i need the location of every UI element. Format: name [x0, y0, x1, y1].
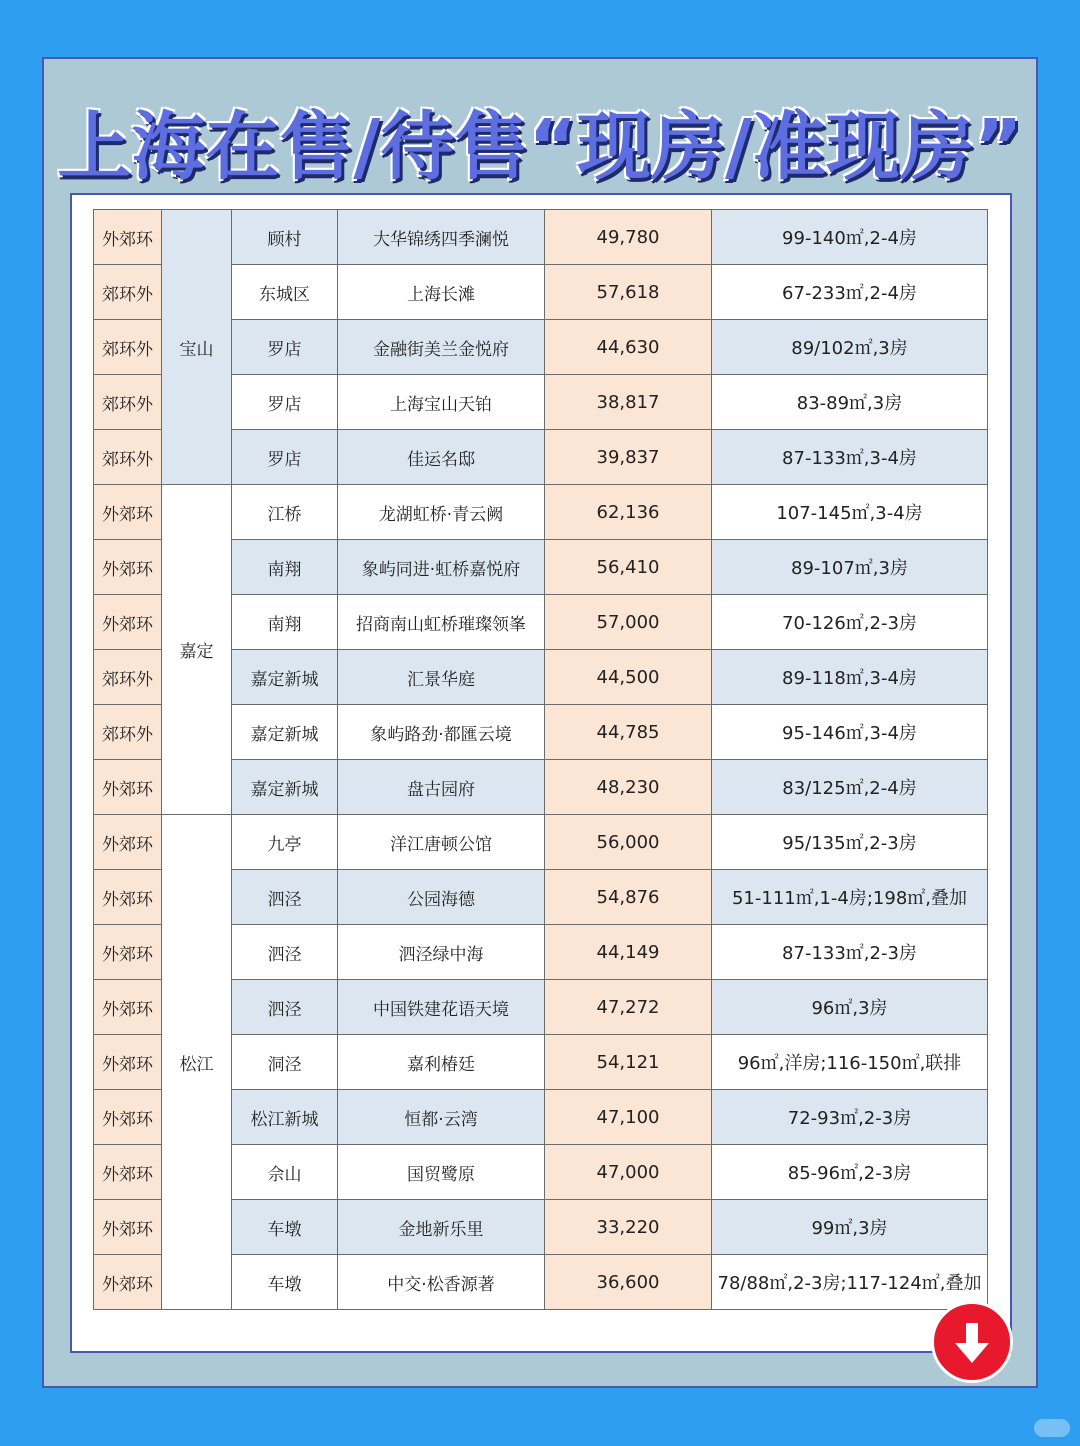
price-cell: 39,837	[545, 430, 712, 485]
project-name-cell: 象屿路劲·都匯云境	[338, 705, 545, 760]
unit-size-cell: 72-93㎡,2-3房	[712, 1090, 988, 1145]
project-name-cell: 泗泾绿中海	[338, 925, 545, 980]
unit-size-cell: 107-145㎡,3-4房	[712, 485, 988, 540]
project-name-cell: 中交·松香源著	[338, 1255, 545, 1310]
price-cell: 56,410	[545, 540, 712, 595]
district-cell: 嘉定	[162, 485, 232, 815]
ring-cell: 郊环外	[94, 430, 162, 485]
town-cell: 车墩	[232, 1255, 338, 1310]
price-cell: 56,000	[545, 815, 712, 870]
ring-cell: 郊环外	[94, 375, 162, 430]
unit-size-cell: 89-107㎡,3房	[712, 540, 988, 595]
ring-cell: 外郊环	[94, 595, 162, 650]
price-cell: 33,220	[545, 1200, 712, 1255]
town-cell: 南翔	[232, 595, 338, 650]
unit-size-cell: 95-146㎡,3-4房	[712, 705, 988, 760]
town-cell: 泗泾	[232, 870, 338, 925]
project-name-cell: 嘉利椿廷	[338, 1035, 545, 1090]
ring-cell: 外郊环	[94, 1255, 162, 1310]
project-name-cell: 汇景华庭	[338, 650, 545, 705]
district-cell: 松江	[162, 815, 232, 1310]
ring-cell: 外郊环	[94, 210, 162, 265]
unit-size-cell: 96㎡,3房	[712, 980, 988, 1035]
project-name-cell: 大华锦绣四季澜悦	[338, 210, 545, 265]
ring-cell: 外郊环	[94, 925, 162, 980]
ring-cell: 外郊环	[94, 1090, 162, 1145]
unit-size-cell: 87-133㎡,2-3房	[712, 925, 988, 980]
download-button[interactable]	[931, 1301, 1013, 1383]
unit-size-cell: 99-140㎡,2-4房	[712, 210, 988, 265]
town-cell: 嘉定新城	[232, 650, 338, 705]
ring-cell: 外郊环	[94, 1200, 162, 1255]
price-cell: 49,780	[545, 210, 712, 265]
town-cell: 南翔	[232, 540, 338, 595]
project-name-cell: 中国铁建花语天境	[338, 980, 545, 1035]
town-cell: 泗泾	[232, 925, 338, 980]
price-cell: 44,630	[545, 320, 712, 375]
ring-cell: 郊环外	[94, 705, 162, 760]
town-cell: 江桥	[232, 485, 338, 540]
ring-cell: 外郊环	[94, 1145, 162, 1200]
project-name-cell: 国贸鹭原	[338, 1145, 545, 1200]
unit-size-cell: 51-111㎡,1-4房;198㎡,叠加	[712, 870, 988, 925]
unit-size-cell: 89-118㎡,3-4房	[712, 650, 988, 705]
ring-cell: 郊环外	[94, 650, 162, 705]
ring-cell: 外郊环	[94, 485, 162, 540]
unit-size-cell: 96㎡,洋房;116-150㎡,联排	[712, 1035, 988, 1090]
town-cell: 罗店	[232, 320, 338, 375]
price-cell: 62,136	[545, 485, 712, 540]
project-name-cell: 恒都·云湾	[338, 1090, 545, 1145]
project-name-cell: 金融街美兰金悦府	[338, 320, 545, 375]
table-row	[94, 815, 988, 870]
town-cell: 佘山	[232, 1145, 338, 1200]
unit-size-cell: 87-133㎡,3-4房	[712, 430, 988, 485]
price-cell: 48,230	[545, 760, 712, 815]
project-name-cell: 象屿同进·虹桥嘉悦府	[338, 540, 545, 595]
town-cell: 泗泾	[232, 980, 338, 1035]
unit-size-cell: 83/125㎡,2-4房	[712, 760, 988, 815]
town-cell: 罗店	[232, 375, 338, 430]
ring-cell: 外郊环	[94, 1035, 162, 1090]
housing-table	[93, 209, 988, 1310]
town-cell: 洞泾	[232, 1035, 338, 1090]
price-cell: 36,600	[545, 1255, 712, 1310]
project-name-cell: 上海长滩	[338, 265, 545, 320]
unit-size-cell: 89/102㎡,3房	[712, 320, 988, 375]
project-name-cell: 龙湖虹桥·青云阙	[338, 485, 545, 540]
watermark-badge	[1034, 1419, 1070, 1437]
unit-size-cell: 83-89㎡,3房	[712, 375, 988, 430]
town-cell: 顾村	[232, 210, 338, 265]
project-name-cell: 公园海德	[338, 870, 545, 925]
price-cell: 54,121	[545, 1035, 712, 1090]
project-name-cell: 金地新乐里	[338, 1200, 545, 1255]
unit-size-cell: 70-126㎡,2-3房	[712, 595, 988, 650]
project-name-cell: 盘古园府	[338, 760, 545, 815]
town-cell: 东城区	[232, 265, 338, 320]
town-cell: 松江新城	[232, 1090, 338, 1145]
project-name-cell: 上海宝山天铂	[338, 375, 545, 430]
ring-cell: 外郊环	[94, 760, 162, 815]
project-name-cell: 招商南山虹桥璀璨领峯	[338, 595, 545, 650]
download-arrow-icon	[953, 1321, 991, 1365]
unit-size-cell: 67-233㎡,2-4房	[712, 265, 988, 320]
district-cell: 宝山	[162, 210, 232, 485]
ring-cell: 外郊环	[94, 815, 162, 870]
price-cell: 38,817	[545, 375, 712, 430]
unit-size-cell: 95/135㎡,2-3房	[712, 815, 988, 870]
project-name-cell: 洋江唐顿公馆	[338, 815, 545, 870]
town-cell: 罗店	[232, 430, 338, 485]
price-cell: 44,500	[545, 650, 712, 705]
price-cell: 47,100	[545, 1090, 712, 1145]
price-cell: 47,000	[545, 1145, 712, 1200]
unit-size-cell: 78/88㎡,2-3房;117-124㎡,叠加	[712, 1255, 988, 1310]
unit-size-cell: 99㎡,3房	[712, 1200, 988, 1255]
ring-cell: 外郊环	[94, 870, 162, 925]
table-row	[94, 210, 988, 265]
ring-cell: 外郊环	[94, 540, 162, 595]
price-cell: 44,149	[545, 925, 712, 980]
price-cell: 54,876	[545, 870, 712, 925]
price-cell: 57,618	[545, 265, 712, 320]
ring-cell: 郊环外	[94, 265, 162, 320]
project-name-cell: 佳运名邸	[338, 430, 545, 485]
table-row	[94, 485, 988, 540]
town-cell: 嘉定新城	[232, 760, 338, 815]
ring-cell: 外郊环	[94, 980, 162, 1035]
town-cell: 嘉定新城	[232, 705, 338, 760]
ring-cell: 郊环外	[94, 320, 162, 375]
price-cell: 57,000	[545, 595, 712, 650]
price-cell: 44,785	[545, 705, 712, 760]
town-cell: 车墩	[232, 1200, 338, 1255]
page-title: 上海在售/待售“现房/准现房”	[57, 104, 1023, 190]
price-cell: 47,272	[545, 980, 712, 1035]
town-cell: 九亭	[232, 815, 338, 870]
unit-size-cell: 85-96㎡,2-3房	[712, 1145, 988, 1200]
